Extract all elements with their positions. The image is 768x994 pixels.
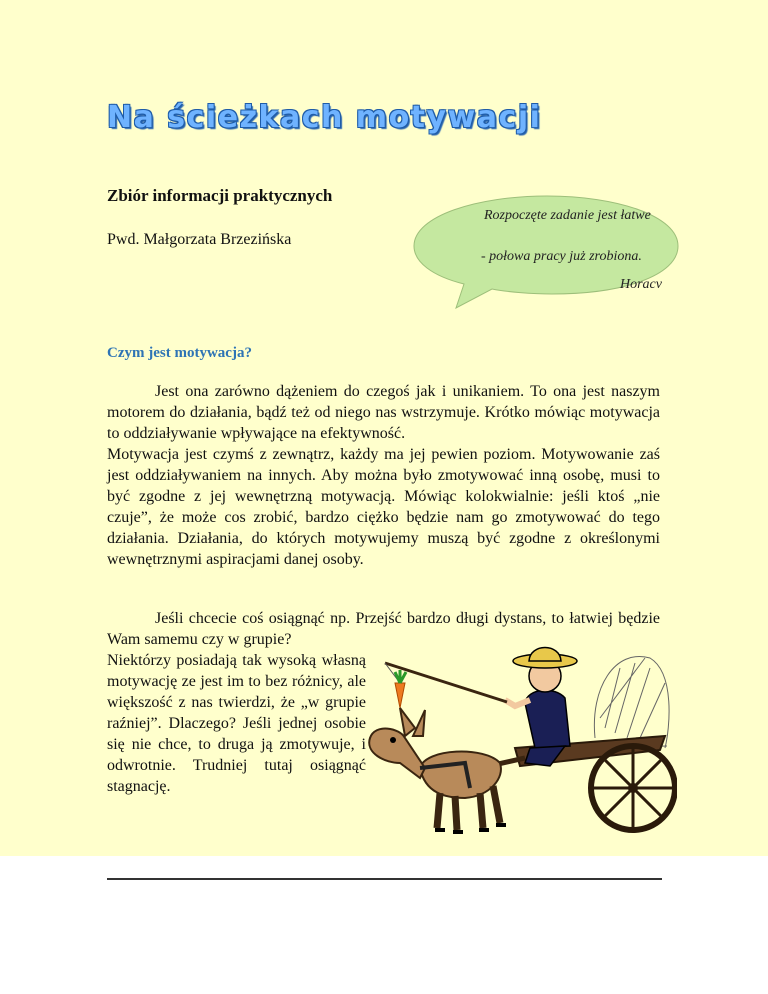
paragraph-3-rest: Niektórzy posiadają tak wysoką własną motywację ze jest im to bez różnicy, ale większość z nas twierdzi, że „w grupie raźniej”. Dlaczego? Jeśli jednej osobie się nie chce, to druga ją zmotywuje, i odwrotnie. Trudniej tutaj osiągnąć stagnację.: [107, 652, 366, 795]
section-body: [107, 381, 660, 570]
author-name: Pwd. Małgorzata Brzezińska: [107, 231, 292, 248]
quote-speech-bubble: [412, 194, 680, 309]
paragraph-1: Jest ona zarówno dążeniem do czegoś jak i unikaniem. To ona jest naszym motorem do działania, bądź też od niego nas wstrzymuje. Krótko mówiąc motywacja to oddziaływanie wpływające na efektywność.: [107, 383, 660, 442]
quote-line-1: Rozpoczęte zadanie jest łatwe: [484, 208, 651, 223]
donkey-cart-icon: [365, 628, 677, 836]
quote-attribution: Horacv: [620, 277, 662, 292]
document-subtitle: Zbiór informacji praktycznych: [107, 186, 333, 205]
quote-line-2: - połowa pracy już zrobiona.: [481, 249, 642, 264]
donkey-cart-illustration: [365, 628, 677, 836]
document-title: Na ścieżkach motywacji: [107, 100, 542, 135]
paragraph-2: Motywacja jest czymś z zewnątrz, każdy ma jej pewien poziom. Motywowanie zaś jest oddziaływaniem na innych. Aby można było zmotywować inną osobę, musi to być zgodne z jej wewnętrzną motywacją. Mówiąc kolokwialnie: jeśli ktoś „nie czuje”, że może cos zrobić, bardzo ciężko będzie nam go zmotywować do tego działania. Działania, do których motywujemy muszą być zgodne z określonymi wewnętrznymi aspiracjami danej osoby.: [107, 446, 660, 568]
paragraph-3-intro: Jeśli chcecie coś osiągnąć np. Przejść bardzo długi dystans, to łatwiej będzie Wam samemu czy w grupie?: [107, 610, 660, 648]
footer-divider: [107, 878, 662, 880]
section-heading: Czym jest motywacja?: [107, 345, 252, 361]
